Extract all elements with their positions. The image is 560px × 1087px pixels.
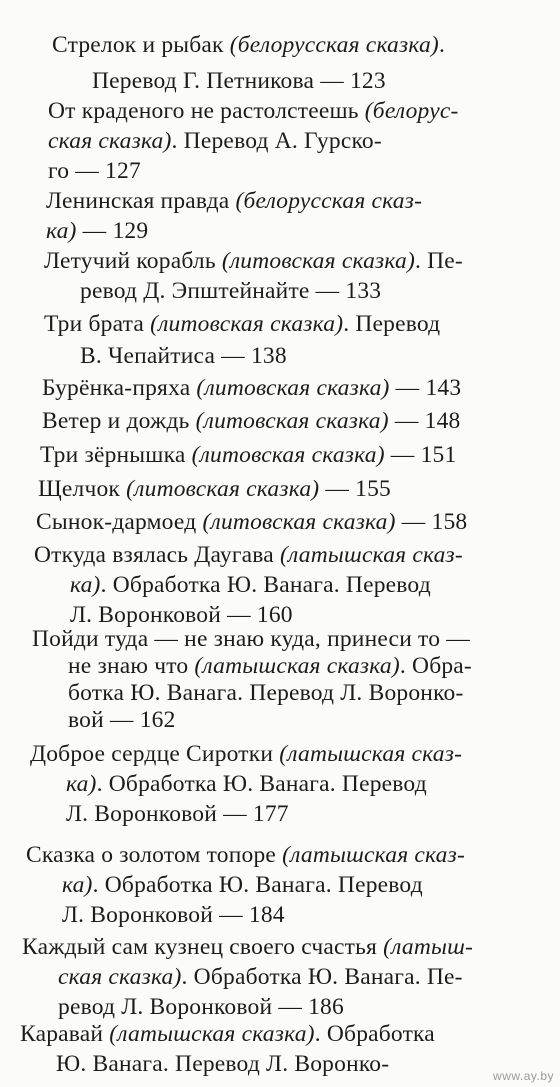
story-origin-italic: (латышская сказка) (109, 1021, 315, 1047)
entry-text: Ленинская правда (46, 188, 236, 214)
toc-entry-line (26, 840, 465, 870)
entry-text: Откуда взялась Даугава (34, 542, 281, 568)
story-origin-italic: (латышская сказ- (280, 542, 463, 568)
toc-entry-line (68, 651, 472, 681)
toc-entry-line (56, 1049, 389, 1079)
entry-text: Бурёнка-пряха (42, 375, 197, 401)
toc-entry-line (48, 96, 458, 126)
toc-entry-line (80, 341, 287, 371)
entry-text: Летучий корабль (44, 248, 222, 274)
entry-text: От краденого не растолстеешь (48, 98, 365, 124)
toc-entry-line (62, 900, 285, 930)
entry-text-tail: — 155 (319, 476, 392, 502)
story-origin-italic: ка) (46, 218, 77, 244)
entry-text: Три зёрнышка (40, 442, 192, 468)
entry-text: Сынок-дармоед (36, 509, 203, 535)
story-origin-italic: (литовская сказка) (191, 442, 385, 468)
toc-entry-line (58, 962, 463, 992)
entry-text: ревод Д. Эпштейнайте — 133 (80, 278, 382, 304)
toc-entry-line (52, 30, 445, 60)
toc-entry-line (46, 186, 422, 216)
entry-text-tail: . (438, 32, 446, 58)
entry-text: В. Чепайтиса — 138 (80, 343, 287, 369)
entry-text: ботка Ю. Ванага. Перевод Л. Воронко- (68, 680, 464, 706)
toc-entry-line (48, 156, 141, 186)
toc-entry-line (46, 216, 148, 246)
entry-text-tail: — 148 (388, 408, 461, 434)
entry-text: Доброе сердце Сиротки (30, 741, 280, 767)
story-origin-italic: (латышская сказ- (279, 741, 463, 767)
story-origin-italic: (белорус- (364, 98, 459, 124)
toc-entry-line (22, 932, 473, 962)
story-origin-italic: (белорусская сказ- (235, 188, 423, 214)
story-origin-italic: ка) (62, 872, 93, 898)
toc-entry-line (68, 678, 463, 708)
entry-text-tail: . Обработка Ю. Ванага. Перевод (100, 572, 431, 598)
story-origin-italic: (белорусская сказка) (229, 32, 439, 58)
story-origin-italic: (литовская сказка) (195, 408, 389, 434)
toc-entry-line (42, 406, 460, 436)
entry-text: го — 127 (48, 158, 141, 184)
entry-text-tail: . Пе- (414, 248, 463, 274)
toc-entry-line (80, 276, 381, 306)
entry-text-tail: . Обработка Ю. Ванага. Перевод (92, 872, 423, 898)
story-origin-italic: (литовская сказка) (196, 375, 390, 401)
entry-text: Ю. Ванага. Перевод Л. Воронко- (56, 1051, 390, 1077)
entry-text-tail: . Обработка (314, 1021, 435, 1047)
story-origin-italic: (латыш- (383, 934, 474, 960)
toc-entry-line (58, 992, 344, 1022)
toc-entry-line (36, 507, 467, 537)
entry-text-tail: . Перевод (343, 311, 441, 337)
toc-entry-line (20, 1019, 435, 1049)
entry-text: Три брата (44, 311, 151, 337)
story-origin-italic: (литовская сказка) (202, 509, 396, 535)
story-origin-italic: ка) (66, 771, 97, 797)
toc-entry-line (66, 769, 427, 799)
entry-text: Стрелок и рыбак (52, 32, 230, 58)
toc-entry-line (40, 440, 456, 470)
toc-entry-line (68, 705, 176, 735)
entry-text: Перевод Г. Петникова — 123 (92, 68, 386, 94)
toc-entry-line (92, 66, 386, 96)
entry-text-tail: — 151 (384, 442, 457, 468)
entry-text: Пойди туда — не знаю куда, принеси то — (32, 626, 470, 652)
toc-entry-line (32, 624, 470, 654)
entry-text: Каждый сам кузнец своего счастья (22, 934, 384, 960)
toc-entry-line (62, 870, 423, 900)
toc-entry-line (44, 309, 440, 339)
toc-entry-line (70, 570, 431, 600)
story-origin-italic: (латышская сказка) (194, 653, 400, 679)
toc-entry-line (34, 540, 463, 570)
entry-text-tail: . Обработка Ю. Ванага. Перевод (96, 771, 427, 797)
story-origin-italic: ка) (70, 572, 101, 598)
toc-entry-line (30, 739, 462, 769)
toc-entry-line (44, 246, 463, 276)
entry-text: Ветер и дождь (42, 408, 196, 434)
story-origin-italic: (литовская сказка) (150, 311, 344, 337)
entry-text: ревод Л. Воронковой — 186 (58, 994, 344, 1020)
story-origin-italic: (латышская сказ- (282, 842, 466, 868)
story-origin-italic: ская сказка) (58, 964, 182, 990)
entry-text: Л. Воронковой — 177 (66, 801, 289, 827)
toc-entry-line (48, 126, 382, 156)
toc-entry-line (42, 373, 461, 403)
entry-text: Л. Воронковой — 184 (62, 902, 285, 928)
entry-text: Л. Воронковой — 160 (70, 602, 293, 628)
toc-entry-line (38, 474, 391, 504)
toc-entry-line (66, 799, 289, 829)
site-watermark: www.ay.by (493, 1069, 554, 1083)
entry-text-tail: — 158 (395, 509, 468, 535)
story-origin-italic: (литовская сказка) (221, 248, 415, 274)
entry-text: Сказка о золотом топоре (26, 842, 283, 868)
entry-text-tail: — 143 (389, 375, 462, 401)
story-origin-italic: ская сказка) (48, 128, 172, 154)
entry-text: Каравай (20, 1021, 110, 1047)
entry-text: Щелчок (38, 476, 127, 502)
entry-text: не знаю что (68, 653, 195, 679)
entry-text-tail: . Перевод А. Гурско- (171, 128, 382, 154)
entry-text: вой — 162 (68, 707, 176, 733)
entry-text-tail: — 129 (76, 218, 149, 244)
entry-text-tail: . Обра- (399, 653, 472, 679)
story-origin-italic: (литовская сказка) (126, 476, 320, 502)
entry-text-tail: . Обработка Ю. Ванага. Пе- (181, 964, 463, 990)
